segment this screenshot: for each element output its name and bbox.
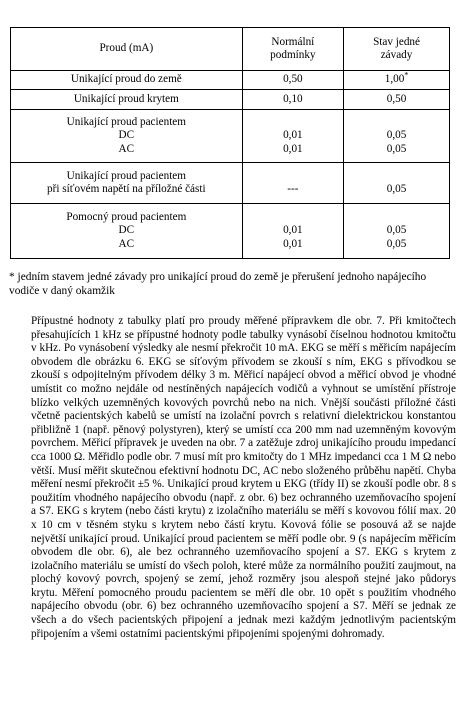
row-label: Unikající proud pacientem při síťovém napětí na příložné části xyxy=(11,163,243,204)
header-normal: Normální podmínky xyxy=(242,28,343,71)
row-label: Pomocný proud pacientem DC AC xyxy=(11,204,243,259)
fault-value: 0,05 0,05 xyxy=(344,110,450,163)
table-row xyxy=(11,90,450,110)
fault-value: 0,05 0,05 xyxy=(344,204,450,259)
footnote-mark: * xyxy=(404,70,409,80)
limits-table xyxy=(10,27,450,259)
header-current: Proud (mA) xyxy=(11,28,243,71)
table-row xyxy=(11,163,450,204)
normal-value: 0,01 0,01 xyxy=(242,204,343,259)
header-fault: Stav jedné závady xyxy=(344,28,450,71)
fault-value: 0,05 xyxy=(344,163,450,204)
table-header-row xyxy=(11,28,450,71)
table-row xyxy=(11,71,450,90)
table-footnote: * jedním stavem jedné závady pro unikající proud do země je přerušení jednoho napájecího vodiče v daný okamžik xyxy=(9,271,427,297)
table-row xyxy=(11,110,450,163)
table-row xyxy=(11,204,450,259)
normal-value: 0,10 xyxy=(242,90,343,110)
row-label: Unikající proud pacientem DC AC xyxy=(11,110,243,163)
fault-value: 0,50 xyxy=(344,90,450,110)
fault-value: 1,00* xyxy=(344,71,450,90)
normal-value: 0,01 0,01 xyxy=(242,110,343,163)
body-paragraph: Přípustné hodnoty z tabulky platí pro proudy měřené přípravkem dle obr. 7. Při kmitočtech přesahujících 1 kHz se přípustné hodnoty podle tabulky vynásobí číselnou hodnotou kmitočtu v kHz. Po vynásobení výsledky ale nesmí překročit 10 mA. EKG se měří s měřicím napájecím obvodem dle obrázku 6. EKG se síťovým přívodem se zkouší s ním, EKG s přívodkou se zkouší s odpojitelným přívodem délky 3 m. Měřicí napájecí obvod a měřicí obvod je vhodné umístit co možno nejdále od nestíněných napájecích vodičů a vyhnout se umístění přístroje blízko velkých uzemněných kovových povrchů nebo na nich. Vnější součásti příložné části včetně pacientských kabelů se umístí na izolační povrch s relativní dielektrickou konstantou přibližně 1 (např. pěnový polystyren), který se umístí cca 200 mm nad uzemněným kovovým povrchem. Měřicí přípravek je uveden na obr. 7 a zatěžuje zdroj unikajícího proudu impedancí cca 1000 Ω. Měřidlo podle obr. 7 musí mít pro kmitočty do 1 MHz impedanci cca 1 M Ω nebo větší. Musí měřit skutečnou efektivní hodnotu DC, AC nebo složeného průběhu napětí. Chyba měření nesmí překročit ±5 %. Unikající proud krytem u EKG (třídy II) se zkouší podle obr. 8 s použitím vhodného napájecího obvodu (např. z obr. 6) bez ochranného uzemňovacího spojení a S7. EKG s krytem (nebo části krytu) z izolačního materiálu se měří s kovovou fólií max. 20 x 10 cm v těsném styku s krytem nebo částí krytu. Kovová fólie se posouvá až se najde největší unikající proud. Unikající proud pacientem se měří podle obr. 9 (s napájecím měřicím obvodem dle obr. 6), ale bez ochranného uzemňovacího spojení a S7. EKG s krytem z izolačního materiálu se umístí do všech poloh, které může za normálního použití zaujmout, na plochý kovový povrch, spojený se zemí, jehož rozměry jsou alespoň stejné jako půdorys krytu. Měření pomocného proudu pacientem se měří dle obr. 10 opět s použitím vhodného napájecího obvodu (obr. 6) bez ochranného uzemňovacího spojení a S7. Měří se jednak ze všech a do všech pacientských připojení a jednak mezi každým jednotlivým pacientským připojením a všemi ostatními pacientskými připojeními spojenými dohromady. xyxy=(31,315,456,640)
row-label: Unikající proud do země xyxy=(11,71,243,90)
row-label: Unikající proud krytem xyxy=(11,90,243,110)
normal-value: --- xyxy=(242,163,343,204)
normal-value: 0,50 xyxy=(242,71,343,90)
